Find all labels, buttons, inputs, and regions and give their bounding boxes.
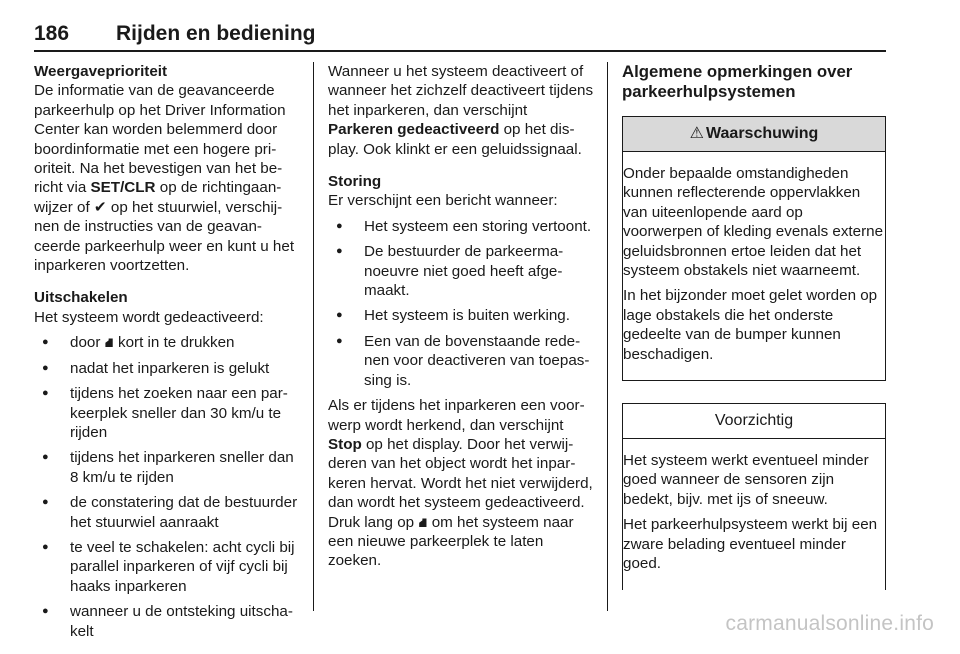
watermark: carmanualsonline.info [725,612,934,635]
column-divider [607,62,608,611]
status-message: Parkeren gedeactiveerd [328,121,500,139]
column-divider [313,62,314,611]
set-clr-label: SET/CLR [90,179,156,197]
fault-list [328,217,594,390]
section-storing: Storing Er verschijnt een bericht wanneer: [328,172,594,211]
park-assist-icon: ⛘ [418,514,428,530]
subheading: Weergaveprioriteit [34,63,168,80]
section-weergaveprioriteit: Weergaveprioriteit De informatie van de geavanceerde parkeerhulp op het Driver Information Center kan worden belemmerd door boordinformatie met een hogere prioriteit. Na het bevestigen van het bericht via SET/CLR op de richtingaanwijzer of ✔ op het stuurwiel, verschijnen de instructies van de geavanceerde parkeerhulp weer en kunt u het inparkeren voortzetten. [34,62,300,275]
list-item: ● De bestuurder de parkeermanoeuvre niet goed heeft afgemaakt. [328,242,594,300]
check-icon: ✔ [93,198,107,216]
deactivation-list [34,333,300,641]
section-title: Algemene opmerkingen over parkeerhulpsystemen [622,62,853,101]
list-item: ● wanneer u de ontsteking uitschakelt [34,602,300,641]
warning-header: ⚠ Waarschuwing [623,117,885,152]
page-header [34,22,886,48]
chapter-title: Rijden en bediening [116,22,316,45]
caution-text: Het systeem werkt eventueel minder goed wanneer de sensoren zijn bedekt, bijv. met ijs of sneeuw. [623,452,869,508]
warning-text: In het bijzonder moet gelet worden op lage obstakels die het onderste gedeelte van de bumper kunnen beschadigen. [623,287,878,363]
caution-header: Voorzichtig [623,404,885,439]
list-item: ● te veel te schakelen: acht cycli bij parallel inparkeren of vijf cycli bij haaks inparkeren [34,538,300,596]
warning-text: Onder bepaalde omstandigheden kunnen reflecterende oppervlakken van uiteenlopende aard op voorwerpen of kleding evenals externe geluidsbronnen ertoe leiden dat het systeem obstakels niet waarneemt. [623,165,884,280]
list-item: ● Een van de bovenstaande redenen voor deactiveren van toepassing is. [328,332,594,390]
warning-box [622,116,886,381]
warning-icon: ⚠ [689,125,705,142]
list-item: ● Het systeem een storing vertoont. [328,217,594,236]
list-item: ● tijdens het inparkeren sneller dan 8 km/u te rijden [34,448,300,487]
header-rule [34,50,886,52]
column-2 [328,62,594,584]
list-item: ● nadat het inparkeren is gelukt [34,359,300,378]
caution-text: Het parkeerhulpsysteem werkt bij een zware belading eventueel minder goed. [623,516,878,573]
subheading: Storing [328,173,382,191]
section-uitschakelen: Uitschakelen Het systeem wordt gedeactiveerd: [34,288,300,327]
page-number: 186 [34,22,70,45]
list-item: ● tijdens het zoeken naar een parkeerplek sneller dan 30 km/u te rijden [34,384,300,442]
caution-box [622,403,886,589]
subheading: Uitschakelen [34,289,128,307]
column-3 [622,62,886,612]
column-1 [34,62,300,654]
paragraph-deactivated: Wanneer u het systeem deactiveert of wanneer het zichzelf deactiveert tijdens het inparkeren, dan verschijnt Parkeren gedeactiveerd op het display. Ook klinkt er een geluidssignaal. [328,63,594,158]
list-item: ● de constatering dat de bestuurder het stuurwiel aanraakt [34,493,300,532]
stop-label: Stop [328,435,362,453]
list-item: ● door ⛘ kort in te drukken [34,333,300,352]
park-assist-icon: ⛘ [104,335,114,351]
paragraph-stop: Als er tijdens het inparkeren een voorwerp wordt herkend, dan verschijnt Stop op het display. Door het verwijderen van het object wordt het inparkeren hervat. Wordt het niet verwijderd, dan wordt het systeem gedeactiveerd. Druk lang op ⛘ om het systeem naar een nieuwe parkeerplek te laten zoeken. [328,397,593,570]
list-item: ● Het systeem is buiten werking. [328,306,594,325]
